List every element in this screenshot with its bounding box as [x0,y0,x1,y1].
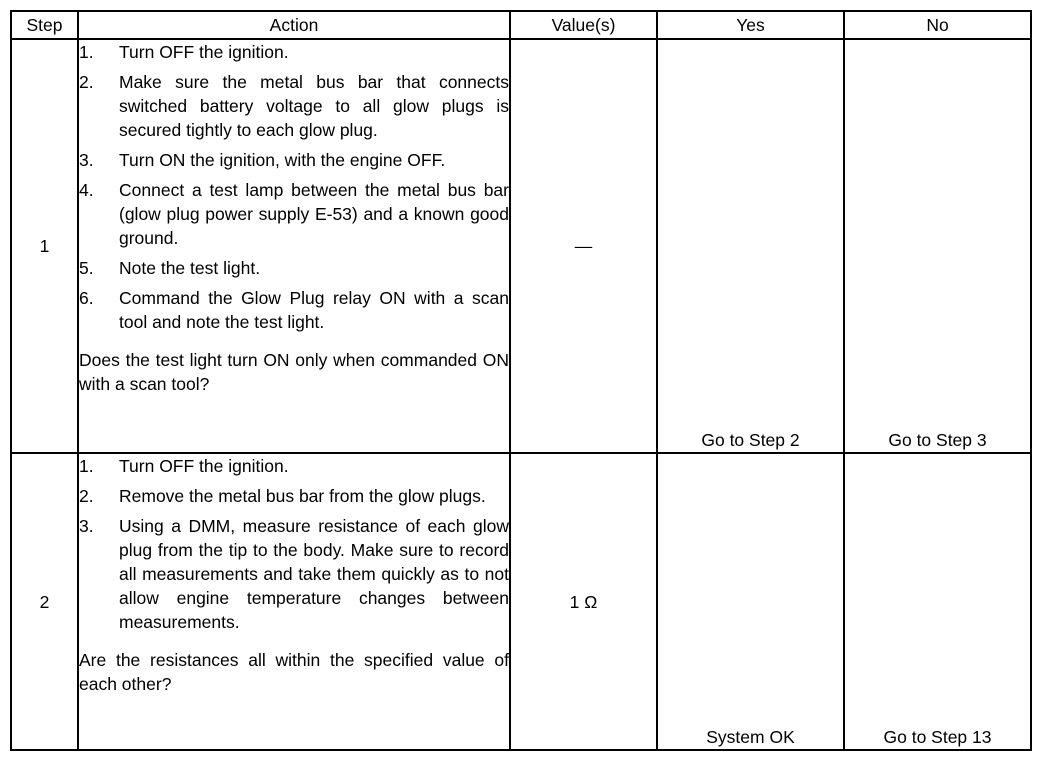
header-values: Value(s) [510,11,657,39]
action-number: 3. [79,150,94,170]
yes-outcome: Go to Step 2 [657,39,844,453]
step-number: 1 [11,39,78,453]
action-item [79,70,509,142]
action-question: Are the resistances all within the specified value of each other? [79,650,509,694]
action-cell [78,453,510,750]
action-cell [78,39,510,453]
header-action: Action [78,11,510,39]
action-text: Make sure the metal bus bar that connects switched battery voltage to all glow plugs is secured tightly to each glow plug. [119,72,509,140]
action-number: 1. [79,42,94,62]
header-yes: Yes [657,11,844,39]
action-text: Using a DMM, measure resistance of each glow plug from the tip to the body. Make sure to record all measurements and take them quickly as to not allow engine temperature changes between measurements. [119,516,509,632]
header-row [11,11,1031,39]
table-row-step-2 [11,453,1031,750]
action-text: Turn ON the ignition, with the engine OFF. [119,150,446,170]
action-text: Connect a test lamp between the metal bus bar (glow plug power supply E-53) and a known good ground. [119,180,509,248]
action-number: 2. [79,72,94,92]
step-number: 2 [11,453,78,750]
action-number: 3. [79,516,94,536]
action-text: Remove the metal bus bar from the glow plugs. [119,486,486,506]
action-text: Turn OFF the ignition. [119,42,289,62]
action-text: Command the Glow Plug relay ON with a scan tool and note the test light. [119,288,509,332]
action-item [79,514,509,634]
action-number: 1. [79,456,94,476]
value-cell: 1 Ω [510,453,657,750]
action-item [79,256,509,280]
action-item [79,286,509,334]
action-number: 4. [79,180,94,200]
table-row-step-1 [11,39,1031,453]
yes-outcome: System OK [657,453,844,750]
action-item [79,40,509,64]
action-item [79,148,509,172]
action-text: Note the test light. [119,258,261,278]
action-text: Turn OFF the ignition. [119,456,289,476]
no-outcome: Go to Step 3 [844,39,1031,453]
value-cell: — [510,39,657,453]
action-item [79,178,509,250]
header-step: Step [11,11,78,39]
action-number: 2. [79,486,94,506]
header-no: No [844,11,1031,39]
action-number: 6. [79,288,94,308]
action-number: 5. [79,258,94,278]
no-outcome: Go to Step 13 [844,453,1031,750]
action-list [79,454,509,634]
action-list [79,40,509,334]
diagnostic-table [10,10,1032,751]
action-item [79,484,509,508]
action-question: Does the test light turn ON only when commanded ON with a scan tool? [79,350,509,394]
action-item [79,454,509,478]
